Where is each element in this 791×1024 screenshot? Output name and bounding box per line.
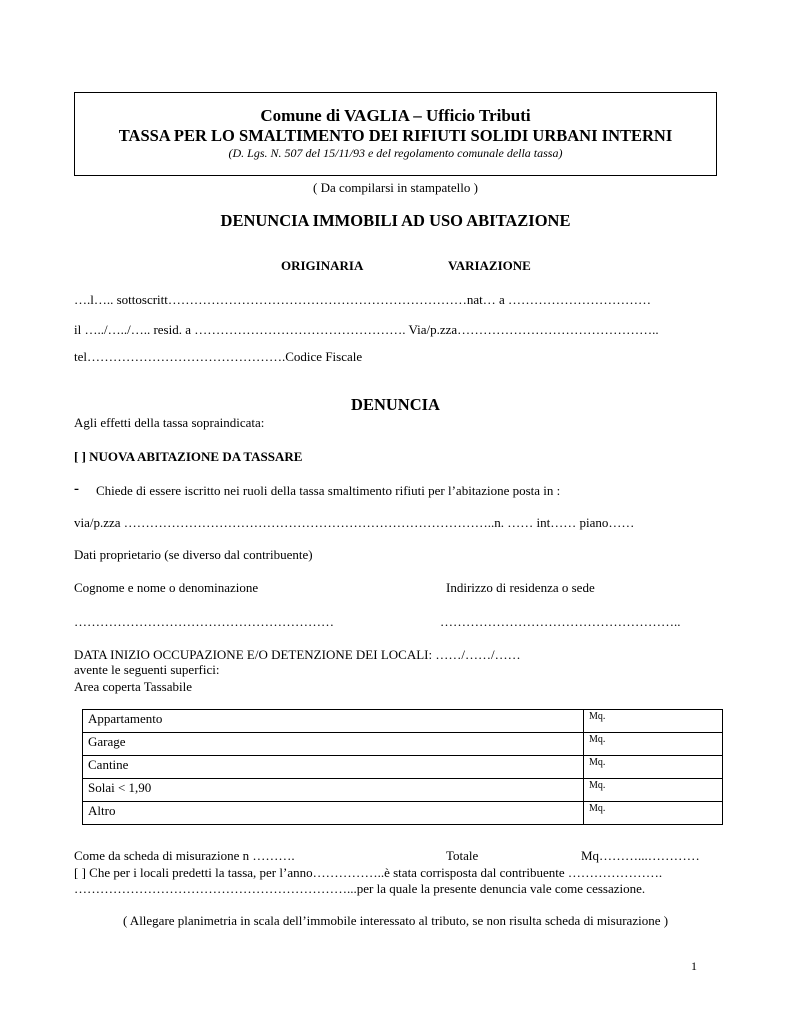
areas-table (82, 709, 723, 825)
field-nascita-residenza-line[interactable]: il …../…../….. resid. a …………………………………………. Via/p.zza……………………………………….. (74, 322, 659, 337)
area-mq-field[interactable]: Mq. (584, 779, 723, 802)
table-row (83, 756, 723, 779)
data-inizio-line[interactable]: DATA INIZIO OCCUPAZIONE E/O DETENZIONE DEI LOCALI: ……/……/…… (74, 647, 521, 662)
field-tel-codice-fiscale-line[interactable]: tel……………………………………….Codice Fiscale (74, 349, 363, 364)
header-title: Comune di VAGLIA – Ufficio Tributi (260, 106, 531, 125)
avente-text: avente le seguenti superfici: (74, 662, 220, 677)
table-row (83, 710, 723, 733)
header-box (74, 92, 717, 176)
field-sottoscritto-line[interactable]: ….l….. sottoscritt……………………………………………………………nat… a …………………………… (74, 292, 652, 307)
area-mq-field[interactable]: Mq. (584, 710, 723, 733)
table-row (83, 733, 723, 756)
field-cognome-dots[interactable]: …………………………………………………… (74, 614, 334, 629)
scheda-misurazione-line[interactable]: Come da scheda di misurazione n ………. (74, 848, 295, 863)
agli-effetti-text: Agli effetti della tassa sopraindicata: (74, 415, 265, 430)
page-number: 1 (691, 959, 697, 973)
totale-label: Totale (446, 848, 479, 863)
cognome-label: Cognome e nome o denominazione (74, 580, 259, 595)
dati-proprietario-label: Dati proprietario (se diverso dal contribuente) (74, 547, 313, 562)
option-variazione[interactable]: VARIAZIONE (448, 258, 531, 273)
field-via-line[interactable]: via/p.zza …………………………………………………………………………..n. …… int…… piano…… (74, 515, 635, 530)
header-subtitle: TASSA PER LO SMALTIMENTO DEI RIFIUTI SOLIDI URBANI INTERNI (118, 126, 673, 145)
checkbox-nuova-abitazione[interactable]: [ ] NUOVA ABITAZIONE DA TASSARE (74, 449, 303, 464)
stampatello-note: ( Da compilarsi in stampatello ) (313, 180, 478, 195)
area-coperta-label: Area coperta Tassabile (74, 679, 192, 694)
indirizzo-label: Indirizzo di residenza o sede (446, 580, 595, 595)
area-label: Appartamento (83, 710, 584, 733)
area-mq-field[interactable]: Mq. (584, 733, 723, 756)
table-row (83, 802, 723, 825)
chiede-text: Chiede di essere iscritto nei ruoli della tassa smaltimento rifiuti per l’abitazione posta in : (96, 483, 561, 498)
header-legal-reference: (D. Lgs. N. 507 del 15/11/93 e del regolamento comunale della tassa) (228, 146, 563, 160)
document-title: DENUNCIA IMMOBILI AD USO ABITAZIONE (220, 211, 571, 230)
section-title-denuncia: DENUNCIA (351, 395, 440, 414)
allegare-note: ( Allegare planimetria in scala dell’immobile interessato al tributo, se non risulta scheda di misurazione ) (122, 913, 669, 928)
field-indirizzo-dots[interactable]: ……………………………………………….. (440, 614, 681, 629)
totale-mq-field[interactable]: Mq………...………… (581, 848, 700, 863)
table-row (83, 779, 723, 802)
checkbox-che-per-locali[interactable]: [ ] Che per i locali predetti la tassa, per l’anno……………..è stata corrisposta dal contribuente …………………. (74, 865, 663, 880)
area-mq-field[interactable]: Mq. (584, 802, 723, 825)
cessazione-line[interactable]: ………………………………………………………...per la quale la presente denuncia vale come cessazione. (74, 881, 646, 896)
area-mq-field[interactable]: Mq. (584, 756, 723, 779)
bullet-dash: - (74, 481, 79, 497)
area-label: Garage (83, 733, 584, 756)
option-originaria[interactable]: ORIGINARIA (281, 258, 364, 273)
area-label: Altro (83, 802, 584, 825)
area-label: Solai < 1,90 (83, 779, 584, 802)
area-label: Cantine (83, 756, 584, 779)
